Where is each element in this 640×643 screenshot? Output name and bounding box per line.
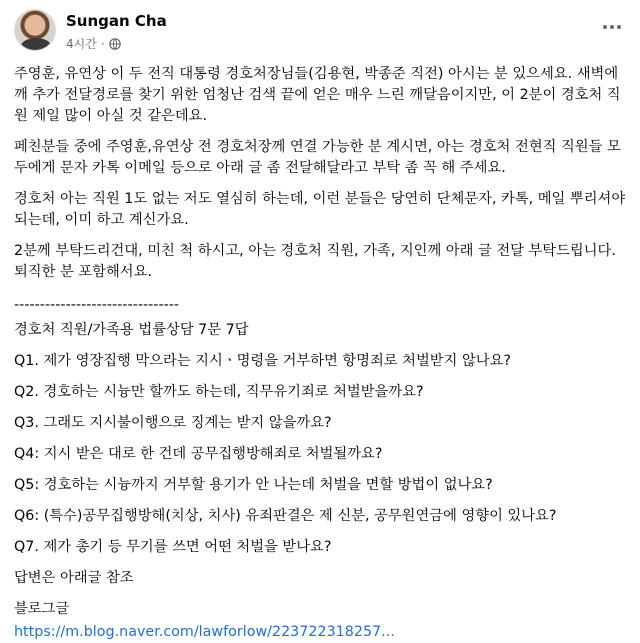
post-paragraph: 2분께 부탁드리건대, 미친 척 하시고, 아는 경호처 직원, 가족, 지인께 아래 글 전달 부탁드립니다. 퇴직한 분 포함해서요. (14, 243, 621, 280)
question-item: Q5: 경호하는 시늉까지 거부할 용기가 안 나는데 처벌을 면할 방법이 없나요? (14, 477, 493, 493)
post-time[interactable]: 4시간 (66, 37, 97, 51)
question-item: Q4: 지시 받은 대로 한 건데 공무집행방해죄로 처벌될까요? (14, 446, 383, 462)
post-body (14, 64, 630, 643)
qa-title: 경호처 직원/가족용 법률상담 7문 7답 (14, 322, 249, 338)
question-item: Q3. 그래도 지시불이행으로 징계는 받지 않을까요? (14, 415, 332, 431)
post-meta (66, 35, 121, 52)
globe-icon[interactable] (109, 38, 121, 50)
question-item: Q2. 경호하는 시늉만 할까도 하는데, 직무유기죄로 처벌받을까요? (14, 384, 424, 400)
avatar[interactable] (14, 9, 56, 51)
question-item: Q7. 제가 총기 등 무기를 쓰면 어떤 처벌을 받나요? (14, 539, 332, 555)
post-paragraph: 주영훈, 유연상 이 두 전직 대통령 경호처장님들(김용현, 박종준 직전) 아시는 분 있으세요. 새벽에 깨 추가 전달경로를 찾기 위한 엄청난 검색 끝에 얻은 매우 느린 깨달음이지만, 이 2분이 경호처 직원 제일 많이 아실 것 같은데요. (14, 66, 623, 124)
author-name[interactable]: Sungan Cha (66, 12, 167, 30)
question-item: Q6: (특수)공무집행방해(치상, 치사) 유죄판결은 제 신분, 공무원연금에 영향이 있나요? (14, 508, 557, 524)
post-header (14, 9, 628, 55)
answer-note: 답변은 아래글 참조 (14, 570, 134, 586)
meta-separator: · (100, 36, 105, 51)
post-paragraph: 페친분들 중에 주영훈,유연상 전 경호처장께 연결 가능한 분 계시면, 아는 경호처 전현직 직원들 모두에게 문자 카톡 이메일 등으로 아래 글 좀 전달해달라고 부탁 좀 꼭 해 주세요. (14, 139, 621, 176)
blog-link[interactable]: https://m.blog.naver.com/lawforlow/223722318257... (14, 624, 395, 640)
divider-line: -------------------------------- (14, 297, 180, 313)
blog-label: 블로그글 (14, 601, 70, 617)
more-options-icon[interactable] (600, 15, 624, 39)
question-item: Q1. 제가 영장집행 막으라는 지시ㆍ명령을 거부하면 항명죄로 처벌받지 않나요? (14, 353, 511, 369)
post-paragraph: 경호처 아는 직원 1도 없는 저도 열심히 하는데, 이런 분들은 당연히 단체문자, 카톡, 메일 뿌리셔야 되는데, 이미 하고 계신가요. (14, 191, 630, 228)
